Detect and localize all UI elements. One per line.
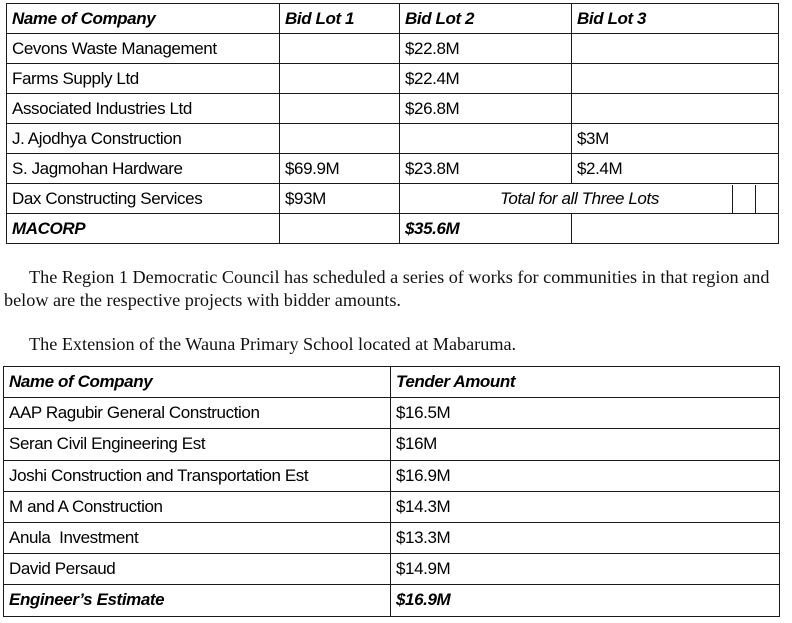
- total-note-cell: [400, 184, 779, 214]
- bid-lots-table: [6, 3, 779, 244]
- company-cell: M and A Construction: [4, 491, 391, 522]
- company-cell: Associated Industries Ltd: [7, 94, 280, 124]
- bid-lot-1-cell: [280, 94, 400, 124]
- table-row: [4, 398, 780, 429]
- header-bid-lot-2: Bid Lot 2: [400, 4, 572, 34]
- header-bid-lot-3: Bid Lot 3: [572, 4, 779, 34]
- amount-cell: $16.9M: [391, 585, 780, 616]
- table-header-row: [4, 367, 780, 398]
- empty-mini-cell: [755, 185, 778, 213]
- amount-cell: $16M: [391, 429, 780, 460]
- header-name-of-company: Name of Company: [7, 4, 280, 34]
- table-row: [4, 460, 780, 491]
- amount-cell: $13.3M: [391, 522, 780, 553]
- table-row: [4, 522, 780, 553]
- table-row-estimate: [4, 585, 780, 616]
- table-row: [7, 34, 779, 64]
- bid-lot-1-cell: $69.9M: [280, 154, 400, 184]
- table-header-row: [7, 4, 779, 34]
- company-cell: Farms Supply Ltd: [7, 64, 280, 94]
- table-row: [4, 491, 780, 522]
- table-row-dax: [7, 184, 779, 214]
- bid-lot-3-cell: $3M: [572, 124, 779, 154]
- table-row: [7, 124, 779, 154]
- bid-lot-3-cell: [572, 94, 779, 124]
- company-cell: Anula Investment: [4, 522, 391, 553]
- bid-lot-3-cell: [572, 214, 779, 244]
- table-row: [7, 154, 779, 184]
- intro-paragraph: The Region 1 Democratic Council has scheduled a series of works for communities in that region and below are the respective projects with bidder amounts.: [4, 267, 770, 310]
- tender-amounts-table: [3, 366, 780, 617]
- company-cell: AAP Ragubir General Construction: [4, 398, 391, 429]
- company-cell: Engineer’s Estimate: [4, 585, 391, 616]
- amount-cell: $16.5M: [391, 398, 780, 429]
- project-title-paragraph: The Extension of the Wauna Primary School located at Mabaruma.: [29, 334, 517, 354]
- total-note-text: Total for all Three Lots: [500, 188, 659, 208]
- table-row: [7, 64, 779, 94]
- table-row: [7, 94, 779, 124]
- company-cell: MACORP: [7, 214, 280, 244]
- company-cell: Joshi Construction and Transportation Est: [4, 460, 391, 491]
- company-cell: Cevons Waste Management: [7, 34, 280, 64]
- company-cell: Dax Constructing Services: [7, 184, 280, 214]
- bid-lot-2-cell: [400, 124, 572, 154]
- bid-lot-1-cell: [280, 64, 400, 94]
- table-row: [4, 554, 780, 585]
- empty-mini-cell: [732, 185, 755, 213]
- bid-lot-1-cell: [280, 214, 400, 244]
- header-tender-amount: Tender Amount: [391, 367, 780, 398]
- header-name-of-company: Name of Company: [4, 367, 391, 398]
- bid-lot-2-cell: $35.6M: [400, 214, 572, 244]
- table-row: [4, 429, 780, 460]
- bid-lot-3-cell: [572, 64, 779, 94]
- bid-lot-2-cell: $22.8M: [400, 34, 572, 64]
- company-cell: Seran Civil Engineering Est: [4, 429, 391, 460]
- amount-cell: $14.3M: [391, 491, 780, 522]
- bid-lot-1-cell: [280, 34, 400, 64]
- company-cell: J. Ajodhya Construction: [7, 124, 280, 154]
- bid-lot-2-cell: $22.4M: [400, 64, 572, 94]
- amount-cell: $16.9M: [391, 460, 780, 491]
- bid-lot-1-cell: $93M: [280, 184, 400, 214]
- amount-cell: $14.9M: [391, 554, 780, 585]
- company-cell: David Persaud: [4, 554, 391, 585]
- header-bid-lot-1: Bid Lot 1: [280, 4, 400, 34]
- table-row-total: [7, 214, 779, 244]
- bid-lot-1-cell: [280, 124, 400, 154]
- bid-lot-3-cell: $2.4M: [572, 154, 779, 184]
- bid-lot-2-cell: $23.8M: [400, 154, 572, 184]
- bid-lot-3-cell: [572, 34, 779, 64]
- bid-lot-2-cell: $26.8M: [400, 94, 572, 124]
- company-cell: S. Jagmohan Hardware: [7, 154, 280, 184]
